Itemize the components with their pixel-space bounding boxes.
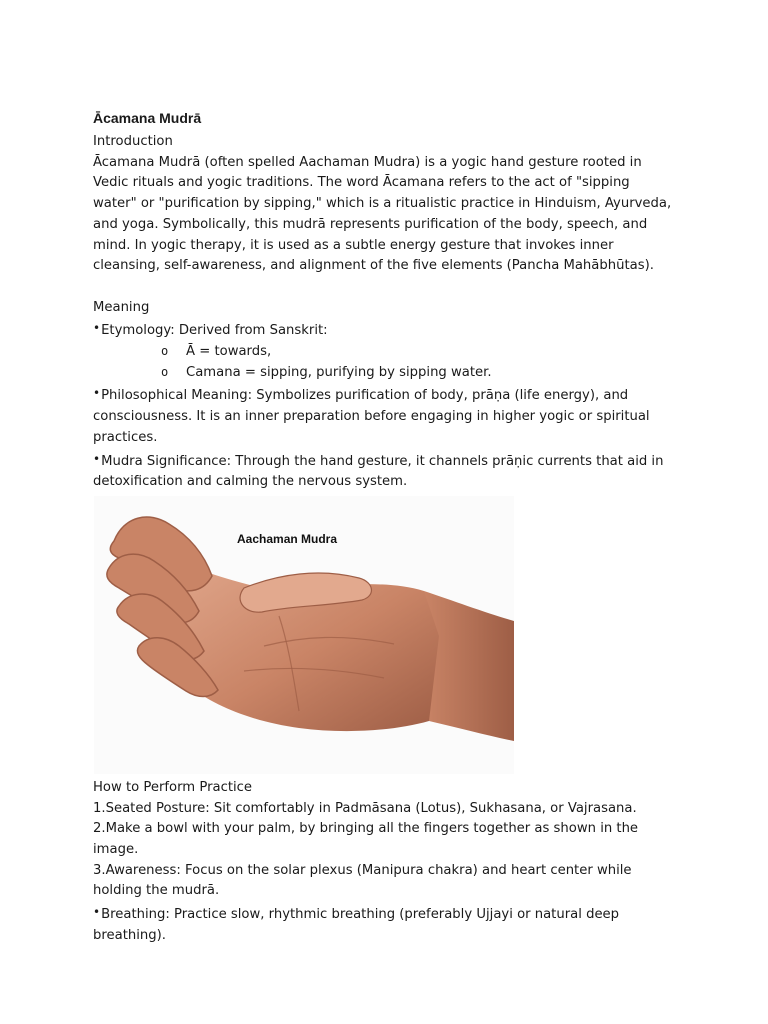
mudra-image bbox=[94, 496, 514, 774]
breathing-item bbox=[93, 902, 673, 946]
etymology-text: Etymology: Derived from Sanskrit: bbox=[101, 323, 328, 339]
bullet-icon: • bbox=[93, 386, 101, 401]
practice-step: 1.Seated Posture: Sit comfortably in Padmāsana (Lotus), Sukhasana, or Vajrasana. bbox=[93, 800, 637, 816]
sub-bullet-icon: o bbox=[161, 364, 169, 379]
sub-item bbox=[93, 342, 673, 363]
sub-bullet-icon: o bbox=[161, 344, 169, 359]
intro-paragraph: Ācamana Mudrā (often spelled Aachaman Mudra) is a yogic hand gesture rooted in Vedic rituals and yogic traditions. The word Ācamana refers to the act of "sipping water" or "purification by sipping," which is a ritualistic practice in Hinduism, Ayurveda, and yoga. Symbolically, this mudrā represents purification of the body, speech, and mind. In yogic therapy, it is used as a subtle energy gesture that invokes inner cleansing, self-awareness, and alignment of the five elements (Pancha Mahābhūtas). bbox=[93, 154, 672, 274]
practice-step: 3.Awareness: Focus on the solar plexus (Manipura chakra) and heart center while holding the mudrā. bbox=[93, 862, 632, 899]
breathing-text: Breathing: Practice slow, rhythmic breathing (preferably Ujjayi or natural deep breathing). bbox=[93, 907, 620, 943]
document-title: Ācamana Mudrā bbox=[93, 110, 202, 126]
practice-heading: How to Perform Practice bbox=[93, 779, 253, 795]
practice-step: 2.Make a bowl with your palm, by bringing all the fingers together as shown in the image. bbox=[93, 821, 639, 858]
philosophical-item bbox=[93, 383, 673, 448]
significance-text: Mudra Significance: Through the hand gesture, it channels prāṇic currents that aid in detoxification and calming the nervous system. bbox=[93, 453, 664, 490]
etymology-item bbox=[93, 318, 673, 342]
document-page bbox=[93, 108, 673, 947]
image-caption: Aachaman Mudra bbox=[237, 531, 338, 546]
meaning-heading: Meaning bbox=[93, 299, 150, 315]
intro-heading: Introduction bbox=[93, 134, 173, 149]
sub-item bbox=[93, 363, 673, 384]
sub-item-text: Camana = sipping, purifying by sipping water. bbox=[186, 364, 492, 380]
bullet-icon: • bbox=[93, 451, 101, 466]
philosophical-text: Philosophical Meaning: Symbolizes purification of body, prāṇa (life energy), and consciousness. It is an inner preparation before engaging in higher yogic or spiritual practices. bbox=[93, 388, 650, 445]
sub-item-text: Ā = towards, bbox=[186, 344, 272, 360]
bullet-icon: • bbox=[93, 905, 101, 920]
bullet-icon: • bbox=[93, 321, 101, 336]
significance-item bbox=[93, 449, 673, 493]
spacer bbox=[93, 277, 673, 298]
